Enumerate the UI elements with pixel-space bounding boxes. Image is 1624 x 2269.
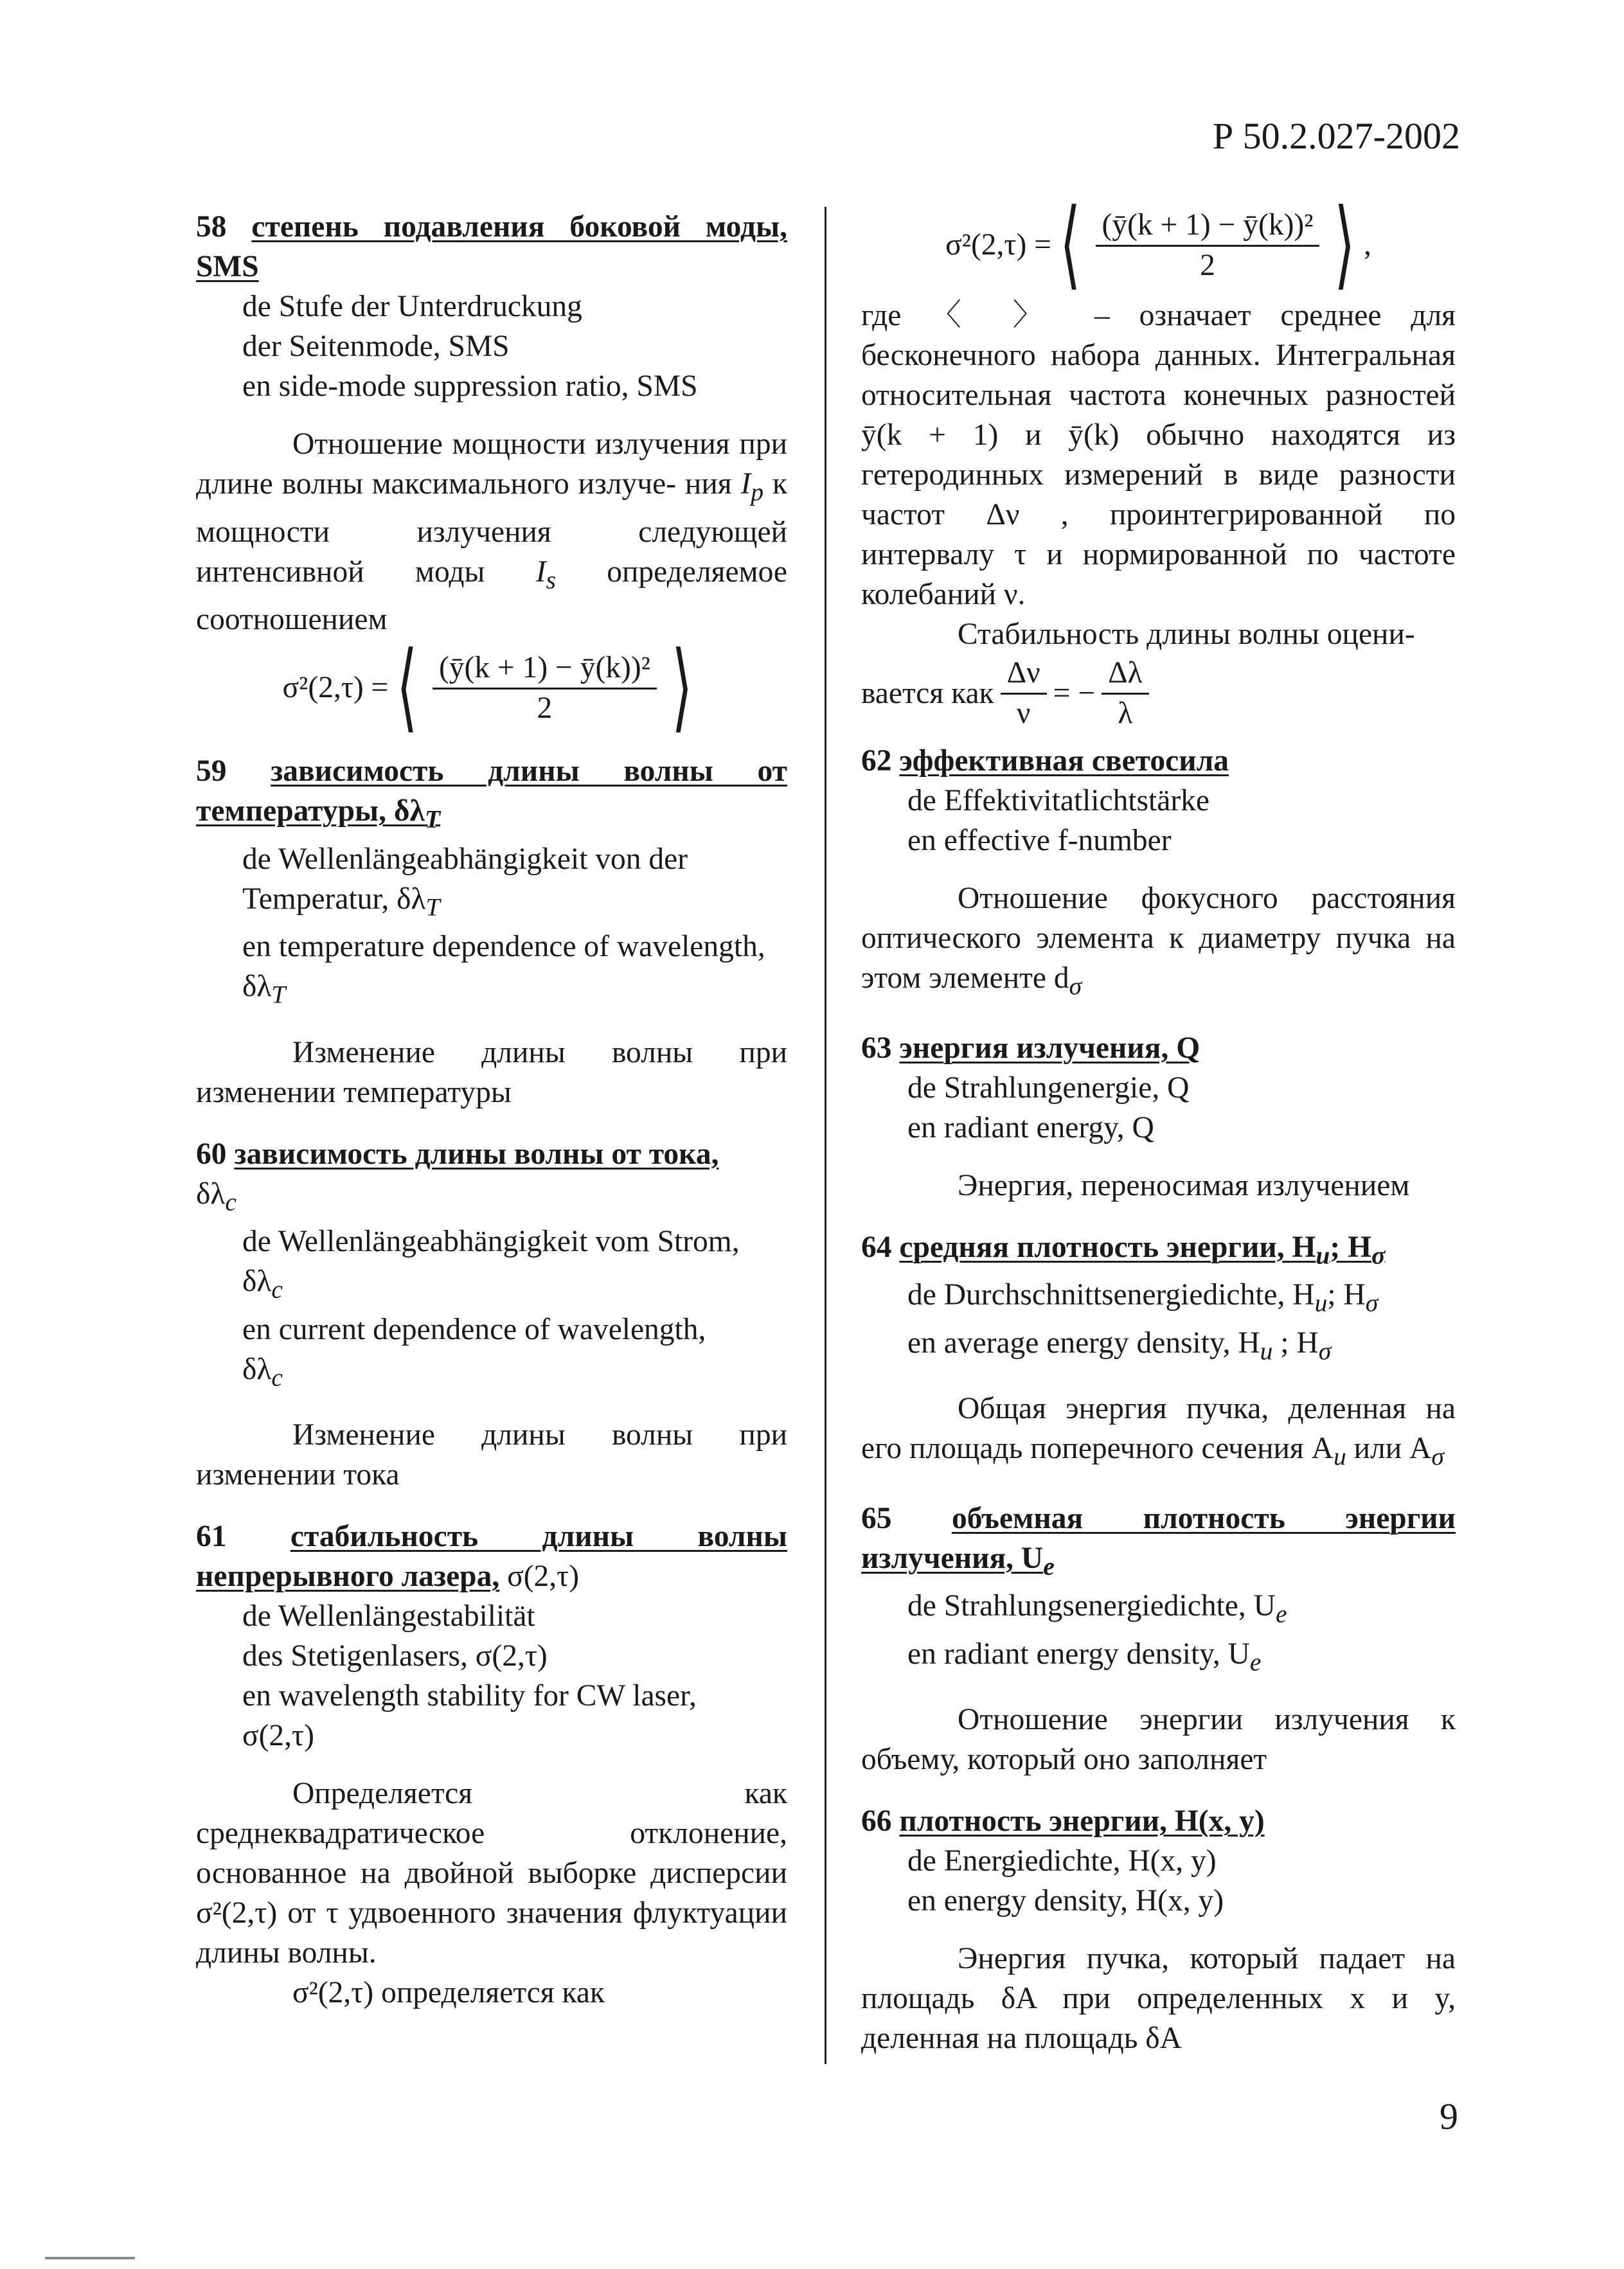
term-definition-cont: σ²(2,τ) определяется как [292, 1976, 605, 2009]
term-title: степень подавления боковой моды, SMS [196, 210, 787, 283]
term-entry-64 [861, 1227, 1456, 1477]
formula-explanation: где 〈 〉 – означает среднее для бесконечного набора данных. Интегральная относительная частота конечных разностей ȳ(k + 1) и ȳ(k) обычно находятся из гетеродинных измерений в виде разности частот Δν , проинтегрированной по интервалу τ и нормированной по частоте колебаний ν. [861, 299, 1456, 611]
term-definition: Отношение мощности излучения при длине волны максимального излуче- ния $I_p$ к мощности излучения следующей интенсивной моды $I_s$ определяемое соотношением [196, 427, 787, 636]
term-entry-61 [196, 1517, 787, 2013]
term-heading: 62 эффективная светосила [861, 744, 1229, 778]
term-title: объемная плотность энергии излучения, $U_e$ [861, 1501, 1456, 1580]
term-definition: Общая энергия пучка, деленная на его площадь поперечного сечения $A_u$ или $A_\sigma$ [861, 1392, 1456, 1471]
term-entry-63 [861, 1028, 1456, 1206]
term-title: эффективная светосила [899, 744, 1229, 778]
german-term: de Wellenlängestabilität [242, 1599, 535, 1633]
german-term-symbol: $\delta\lambda_c$ [242, 1265, 283, 1304]
english-term: en average energy density, $H_u$ ; $H_\sigma$ [907, 1326, 1332, 1365]
term-symbol: $\delta\lambda_c$ [196, 1177, 236, 1216]
column-divider [825, 207, 826, 2064]
formula-allan-variance-2: σ²(2,τ) = ⟨ $\frac{\text{(ȳ(k + 1) − ȳ(k))²}}{2}$ ⟩ , [945, 191, 1371, 298]
english-term: en radiant energy density, $U_e$ [907, 1637, 1262, 1676]
term-title: средняя плотность энергии, $H_u$; $H_\sigma$ [899, 1230, 1386, 1269]
term-heading: 64 средняя плотность энергии, $H_u$; $H_\sigma$ [861, 1230, 1386, 1269]
german-term-cont: des Stetigenlasers, σ(2,τ) [242, 1639, 548, 1673]
formula-stability: вается как $\frac{\Delta\nu}{\nu}$ = − $\frac{\Delta\lambda}{\lambda}$ [861, 654, 1456, 732]
term-entry-60 [196, 1134, 787, 1495]
stability-text: Стабильность длины волны оцени- [958, 618, 1415, 651]
term-heading: 59 зависимость длины волны от температуры, $\delta\lambda_T$ [196, 754, 787, 833]
english-term: en temperature dependence of wavelength, $\delta\lambda_T$ [242, 930, 765, 1009]
term-heading: 60 зависимость длины волны от тока, [196, 1137, 719, 1171]
document-code: Р 50.2.027-2002 [1212, 115, 1460, 157]
right-column [861, 191, 1456, 2080]
english-term: en wavelength stability for CW laser, [242, 1679, 697, 1713]
term-entry-66 [861, 1801, 1456, 2058]
term-entry-62 [861, 741, 1456, 1006]
term-definition: Отношение фокусного расстояния оптического элемента к диаметру пучка на этом элементе $d_\sigma$ [861, 882, 1456, 1001]
scan-artifact [45, 2257, 135, 2259]
formula-allan-variance: σ²(2,τ) = ⟨ $\frac{\text{(ȳ(k + 1) − ȳ(k))²}}{2}$ ⟩ [282, 634, 693, 741]
term-title: зависимость длины волны от температуры, $\delta\lambda_T$ [196, 754, 787, 833]
german-term: de Wellenlängeabhängigkeit vom Strom, [242, 1225, 740, 1258]
term-title: стабильность длины волны непрерывного лазера, [196, 1520, 787, 1593]
term-definition: Отношение энергии излучения к объему, который оно заполняет [861, 1703, 1456, 1776]
english-term: en effective f-number [907, 824, 1172, 857]
page-number: 9 [1440, 2095, 1458, 2137]
term-heading: 65 объемная плотность энергии излучения, $U_e$ [861, 1501, 1456, 1580]
german-term-cont: der Seitenmode, SMS [242, 330, 510, 363]
german-term: de Strahlungsenergiedichte, $U_e$ [907, 1589, 1287, 1628]
english-term-symbol: $\delta\lambda_c$ [242, 1352, 283, 1391]
term-heading: 63 энергия излучения, Q [861, 1031, 1200, 1065]
term-definition: Энергия, переносимая излучением [958, 1168, 1410, 1202]
german-term: de Durchschnittsenergiedichte, $H_u$; $H_\sigma$ [907, 1278, 1379, 1317]
term-title: зависимость длины волны от тока, [234, 1137, 719, 1171]
term-definition: Изменение длины волны при изменении температуры [196, 1035, 787, 1109]
term-definition: Определяется как среднеквадратическое отклонение, основанное на двойной выборке дисперсии σ²(2,τ) от τ удвоенного значения флуктуации длины волны. [196, 1777, 787, 1970]
german-term: de Effektivitatlichtstärke [907, 784, 1209, 817]
term-title: энергия излучения, Q [899, 1031, 1200, 1065]
term-definition: Энергия пучка, который падает на площадь δA при определенных x и y, деленная на площадь δA [861, 1942, 1456, 2055]
term-heading: 58 степень подавления боковой моды, SMS [196, 210, 787, 283]
term-entry-65 [861, 1499, 1456, 1780]
term-entry-59 [196, 751, 787, 1112]
english-term: en current dependence of wavelength, [242, 1312, 706, 1346]
german-term: de Stufe der Unterdruckung [242, 290, 582, 323]
left-column [196, 207, 787, 2034]
english-term: en side-mode suppression ratio, SMS [242, 369, 698, 403]
german-term: de Energiedichte, H(x, y) [907, 1844, 1217, 1878]
english-term: en energy density, H(x, y) [907, 1884, 1224, 1918]
term-heading: 66 плотность энергии, H(x, y) [861, 1804, 1265, 1838]
term-entry-58 [196, 207, 787, 741]
term-title: плотность энергии, H(x, y) [899, 1804, 1265, 1838]
english-term-cont: σ(2,τ) [242, 1719, 314, 1752]
german-term: de Strahlungenergie, Q [907, 1071, 1190, 1105]
german-term: de Wellenlängeabhängigkeit von der Temperatur, $\delta\lambda_T$ [242, 842, 688, 921]
term-heading: 61 стабильность длины волны непрерывного лазера, σ(2,τ) [196, 1520, 787, 1593]
english-term: en radiant energy, Q [907, 1110, 1154, 1144]
term-definition: Изменение длины волны при изменении тока [196, 1418, 787, 1491]
